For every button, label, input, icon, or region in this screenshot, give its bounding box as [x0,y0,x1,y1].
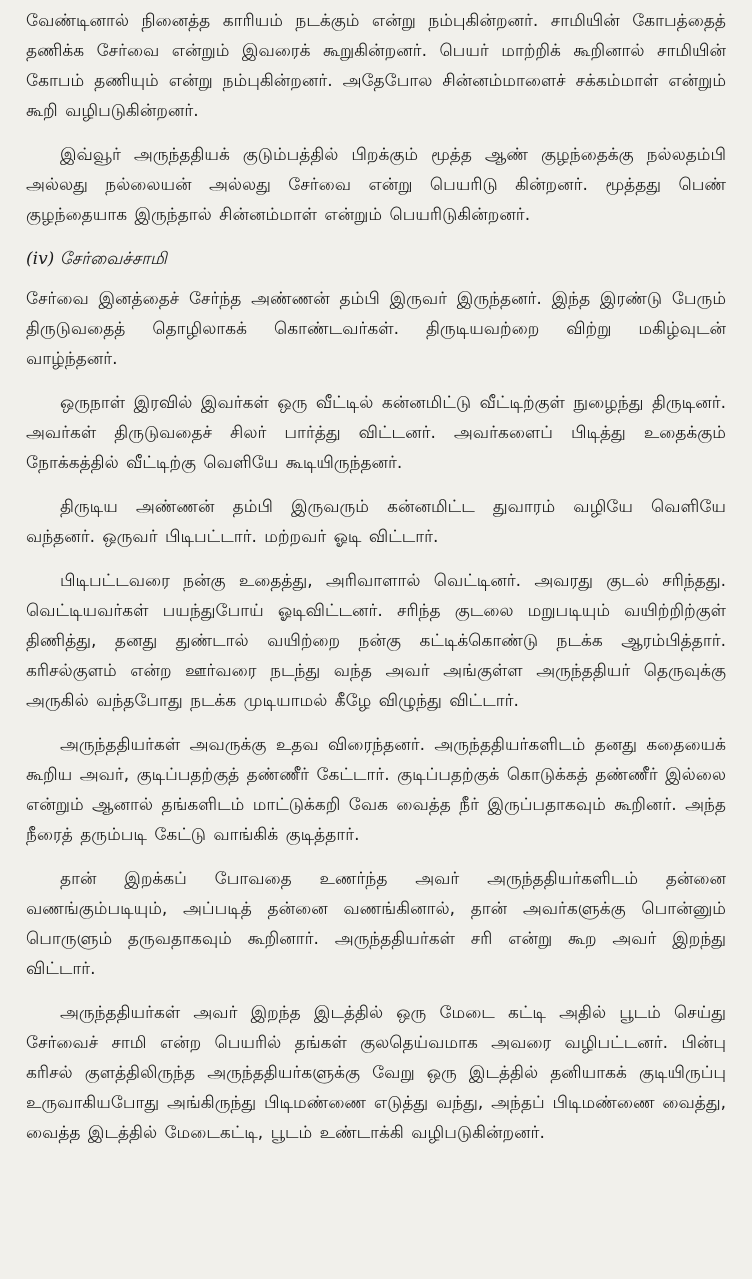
paragraph-section-2: ஒருநாள் இரவில் இவர்கள் ஒரு வீட்டில் கன்னமிட்டு வீட்டிற்குள் நுழைந்து திருடினர். அவர்கள் திருடுவதைச் சிலர் பார்த்து விட்டனர். அவர்களைப் பிடித்து உதைக்கும் நோக்கத்தில் வீட்டிற்கு வெளியே கூடியிருந்தனர். [26,393,726,473]
paragraph-section-3: திருடிய அண்ணன் தம்பி இருவரும் கன்னமிட்ட துவாரம் வழியே வெளியே வந்தனர். ஒருவர் பிடிபட்டார். மற்றவர் ஓடி விட்டார். [26,497,726,547]
paragraph-section-1: சேர்வை இனத்தைச் சேர்ந்த அண்ணன் தம்பி இருவர் இருந்தனர். இந்த இரண்டு பேரும் திருடுவதைத் தொழிலாகக் கொண்டவர்கள். திருடியவற்றை விற்று மகிழ்வுடன் வாழ்ந்தனர். [26,289,726,369]
section-heading: (iv) சேர்வைச்சாமி [26,249,167,269]
paragraph-intro-2: இவ்வூர் அருந்ததியக் குடும்பத்தில் பிறக்கும் மூத்த ஆண் குழந்தைக்கு நல்லதம்பி அல்லது நல்லையன் அல்லது சேர்வை என்று பெயரிடு கின்றனர். மூத்தது பெண் குழந்தையாக இருந்தால் சின்னம்மாள் என்றும் பெயரிடுகின்றனர். [26,145,726,225]
paragraph-section-7: அருந்ததியர்கள் அவர் இறந்த இடத்தில் ஒரு மேடை கட்டி அதில் பூடம் செய்து சேர்வைச் சாமி என்ற பெயரில் தங்கள் குலதெய்வமாக அவரை வழிபட்டனர். பின்பு கரிசல் குளத்திலிருந்த அருந்ததியர்களுக்கு வேறு ஒரு இடத்தில் தனியாகக் குடியிருப்பு உருவாகியபோது அங்கிருந்து பிடிமண்ணை எடுத்து வந்து, அந்தப் பிடிமண்ணை வைத்து, வைத்த இடத்தில் மேடைகட்டி, பூடம் உண்டாக்கி வழிபடுகின்றனர். [26,1003,726,1143]
paragraph-section-4: பிடிபட்டவரை நன்கு உதைத்து, அரிவாளால் வெட்டினர். அவரது குடல் சரிந்தது. வெட்டியவர்கள் பயந்துபோய் ஓடிவிட்டனர். சரிந்த குடலை மறுபடியும் வயிற்றிற்குள் திணித்து, தனது துண்டால் வயிற்றை நன்கு கட்டிக்கொண்டு நடக்க ஆரம்பித்தார். கரிசல்குளம் என்ற ஊர்வரை நடந்து வந்த அவர் அங்குள்ள அருந்ததியர் தெருவுக்கு அருகில் வந்தபோது நடக்க முடியாமல் கீழே விழுந்து விட்டார். [26,571,726,711]
paragraph-section-5: அருந்ததியர்கள் அவருக்கு உதவ விரைந்தனர். அருந்ததியர்களிடம் தனது கதையைக் கூறிய அவர், குடிப்பதற்குத் தண்ணீர் கேட்டார். குடிப்பதற்குக் கொடுக்கத் தண்ணீர் இல்லை என்றும் ஆனால் தங்களிடம் மாட்டுக்கறி வேக வைத்த நீர் இருப்பதாகவும் கூறினர். அந்த நீரைத் தரும்படி கேட்டு வாங்கிக் குடித்தார். [26,735,726,845]
paragraph-intro-1: வேண்டினால் நினைத்த காரியம் நடக்கும் என்று நம்புகின்றனர். சாமியின் கோபத்தைத் தணிக்க சேர்வை என்றும் இவரைக் கூறுகின்றனர். பெயர் மாற்றிக் கூறினால் சாமியின் கோபம் தணியும் என்று நம்புகின்றனர். அதேபோல சின்னம்மாளைச் சக்கம்மாள் என்றும் கூறி வழிபடுகின்றனர். [26,11,726,121]
paragraph-section-6: தான் இறக்கப் போவதை உணர்ந்த அவர் அருந்ததியர்களிடம் தன்னை வணங்கும்படியும், அப்படித் தன்னை வணங்கினால், தான் அவர்களுக்கு பொன்னும் பொருளும் தருவதாகவும் கூறினார். அருந்ததியர்கள் சரி என்று கூற அவர் இறந்து விட்டார். [26,869,726,979]
